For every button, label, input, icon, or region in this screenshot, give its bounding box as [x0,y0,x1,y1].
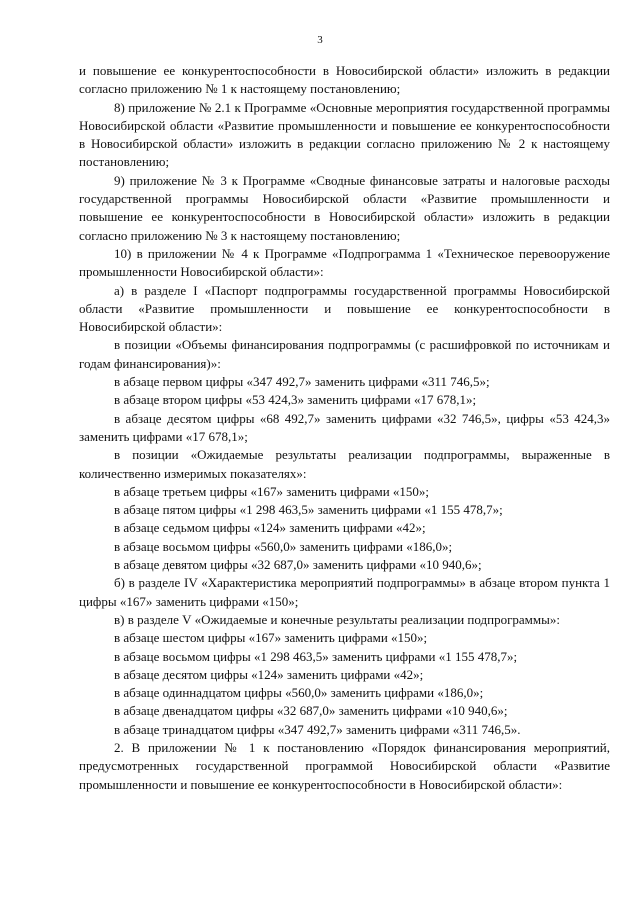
paragraph-6: в позиции «Объемы финансирования подпрограммы (с расшифровкой по источникам и годам финансирования)»: [79,337,610,371]
paragraph-17: в) в разделе V «Ожидаемые и конечные результаты реализации подпрограммы»: [114,611,560,627]
document-body [79,62,610,794]
page-number: 3 [317,34,323,46]
paragraph-18: в абзаце шестом цифры «167» заменить цифрами «150»; [114,630,428,646]
paragraph-5: а) в разделе I «Паспорт подпрограммы государственной программы Новосибирской области «Развитие промышленности и повышение ее конкурентоспособности в Новосибирской области»: [79,282,610,335]
paragraph-12: в абзаце пятом цифры «1 298 463,5» заменить цифрами «1 155 478,7»; [114,502,503,518]
paragraph-4: 10) в приложении № 4 к Программе «Подпрограмма 1 «Техническое перевооружение промышленности Новосибирской области»: [79,245,610,280]
paragraph-11: в абзаце третьем цифры «167» заменить цифрами «150»; [114,483,430,499]
paragraph-14: в абзаце восьмом цифры «560,0» заменить цифрами «186,0»; [114,538,453,554]
paragraph-19: в абзаце восьмом цифры «1 298 463,5» заменить цифрами «1 155 478,7»; [114,648,518,664]
paragraph-10: в позиции «Ожидаемые результаты реализации подпрограммы, выраженные в количественно измеримых показателях»: [79,447,610,481]
paragraph-3: 9) приложение № 3 к Программе «Сводные финансовые затраты и налоговые расходы государственной программы Новосибирской области «Развитие промышленности и повышение ее конкурентоспособности в Новосибирской области» изложить в редакции согласно приложению № 3 к настоящему постановлению; [79,172,610,243]
paragraph-13: в абзаце седьмом цифры «124» заменить цифрами «42»; [114,520,426,536]
paragraph-20: в абзаце десятом цифры «124» заменить цифрами «42»; [114,666,424,682]
paragraph-2: 8) приложение № 2.1 к Программе «Основные мероприятия государственной программы Новосибирской области «Развитие промышленности и повышение ее конкурентоспособности в Новосибирской области» изложить в редакции согласно приложению № 2 к настоящему постановлению; [79,99,610,170]
paragraph-8: в абзаце втором цифры «53 424,3» заменить цифрами «17 678,1»; [114,392,477,408]
paragraph-21: в абзаце одиннадцатом цифры «560,0» заменить цифрами «186,0»; [114,685,484,701]
paragraph-1: и повышение ее конкурентоспособности в Новосибирской области» изложить в редакции согласно приложению № 1 к настоящему постановлению; [79,63,610,97]
paragraph-9: в абзаце десятом цифры «68 492,7» заменить цифрами «32 746,5», цифры «53 424,3» заменить цифрами «17 678,1»; [79,410,610,444]
paragraph-15: в абзаце девятом цифры «32 687,0» заменить цифрами «10 940,6»; [114,557,482,573]
paragraph-24: 2. В приложении № 1 к постановлению «Порядок финансирования мероприятий, предусмотренных государственной программой Новосибирской области «Развитие промышленности и повышение ее конкурентоспособности в Новосибирской области»: [79,739,610,792]
paragraph-22: в абзаце двенадцатом цифры «32 687,0» заменить цифрами «10 940,6»; [114,703,508,719]
paragraph-7: в абзаце первом цифры «347 492,7» заменить цифрами «311 746,5»; [114,374,490,390]
paragraph-16: б) в разделе IV «Характеристика мероприятий подпрограммы» в абзаце втором пункта 1 цифры «167» заменить цифрами «150»; [79,575,610,609]
paragraph-23: в абзаце тринадцатом цифры «347 492,7» заменить цифрами «311 746,5». [114,721,521,737]
